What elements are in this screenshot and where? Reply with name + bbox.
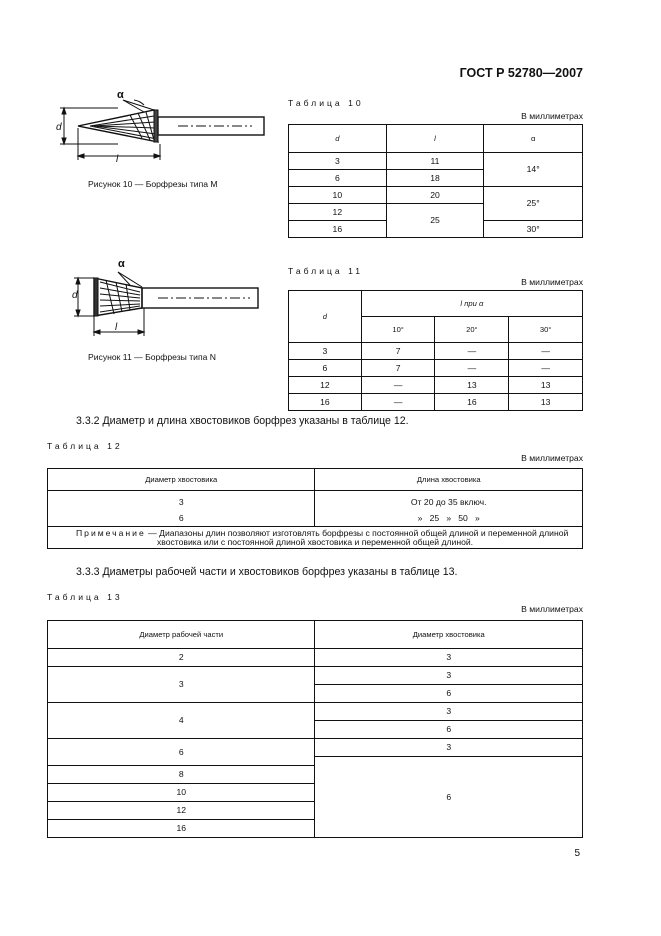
table-cell: 4 [48,703,315,739]
table10-title: Таблица 10 [288,98,364,108]
note-label: Примечание [76,528,146,538]
table-cell: 3 [48,491,315,511]
table11-title: Таблица 11 [288,266,364,276]
table-cell: 18 [386,170,484,187]
table-cell: От 20 до 35 включ. [315,491,583,511]
table-cell: 3 [289,343,362,360]
table-cell: 16 [289,221,387,238]
figure-10-drawing [50,88,280,173]
table-cell: 12 [289,377,362,394]
table-11 [288,290,583,411]
table-cell: 7 [361,343,435,360]
table-cell: 6 [315,685,583,703]
table-cell: 6 [315,757,583,838]
table-cell: 11 [386,153,484,170]
paragraph-3-3-2: 3.3.2 Диаметр и длина хвостовиков борфрез указаны в таблице 12. [76,415,409,427]
table-cell: 25 [386,204,484,238]
table12-head-shank-length: Длина хвостовика [315,469,583,491]
table12-head-shank-diameter: Диаметр хвостовика [48,469,315,491]
fig10-label-d: d [56,122,62,133]
table-cell: 3 [289,153,387,170]
table-cell: » 25 » 50 » [315,510,583,527]
table-cell: 3 [315,667,583,685]
table-cell: 6 [48,739,315,766]
table-cell: 6 [48,510,315,527]
table-cell: 6 [315,721,583,739]
fig11-label-d: d [72,290,78,301]
fig11-label-alpha: α [118,258,125,270]
table-cell: 16 [435,394,509,411]
table-cell: 13 [509,394,583,411]
document-id: ГОСТ Р 52780—2007 [459,66,583,80]
table-13 [47,620,583,838]
table11-sub-20: 20° [435,317,509,343]
fig10-label-alpha: α [117,89,124,101]
table-cell: 14° [484,153,583,187]
note-text: — Диапазоны длин позволяют изготовлять борфрезы с постоянной общей длиной и переменной длиной хвостовика или с постоянной длиной хвостовика и переменной общей длиной. [148,528,569,547]
table-cell: — [361,394,435,411]
table-cell: 3 [315,649,583,667]
table10-head-l: l [386,125,484,153]
table-cell: 7 [361,360,435,377]
table-cell: 6 [289,170,387,187]
table11-sub-30: 30° [509,317,583,343]
table-cell: 8 [48,766,315,784]
table10-head-alpha: α [484,125,583,153]
table13-head-shank-diameter: Диаметр хвостовика [315,621,583,649]
table12-title: Таблица 12 [47,441,123,451]
table-cell: 10 [289,187,387,204]
table-cell: — [435,360,509,377]
fig11-label-l: l [115,322,118,333]
table-cell: 3 [315,739,583,757]
table13-unit: В миллиметрах [521,604,583,614]
table-cell: 12 [289,204,387,221]
paragraph-3-3-3: 3.3.3 Диаметры рабочей части и хвостовиков борфрез указаны в таблице 13. [76,566,458,578]
fig10-label-l: l [116,154,119,165]
table-cell: 13 [509,377,583,394]
table-cell: 16 [48,820,315,838]
table-cell: — [361,377,435,394]
table12-note [48,527,583,549]
fig10-caption: Рисунок 10 — Борфрезы типа М [88,179,218,189]
table10-unit: В миллиметрах [521,111,583,121]
table-cell: 12 [48,802,315,820]
table10-head-d: d [289,125,387,153]
table-cell: — [435,343,509,360]
table-cell: — [509,343,583,360]
table-cell: 20 [386,187,484,204]
table12-unit: В миллиметрах [521,453,583,463]
table11-head-l: l при α [361,291,582,317]
page-number: 5 [574,848,580,859]
table-cell: 3 [48,667,315,703]
table-cell: 3 [315,703,583,721]
table-cell: 16 [289,394,362,411]
table-10 [288,124,583,238]
table-cell: 30° [484,221,583,238]
table-cell: 10 [48,784,315,802]
table-cell: 13 [435,377,509,394]
table-12 [47,468,583,549]
table-cell: 2 [48,649,315,667]
fig11-caption: Рисунок 11 — Борфрезы типа N [88,352,216,362]
table13-head-work-diameter: Диаметр рабочей части [48,621,315,649]
table-cell: 6 [289,360,362,377]
table13-title: Таблица 13 [47,592,123,602]
table-cell: — [509,360,583,377]
figure-11-drawing [66,258,266,343]
table11-head-d: d [289,291,362,343]
table-cell: 25° [484,187,583,221]
table11-sub-10: 10° [361,317,435,343]
table11-unit: В миллиметрах [521,277,583,287]
